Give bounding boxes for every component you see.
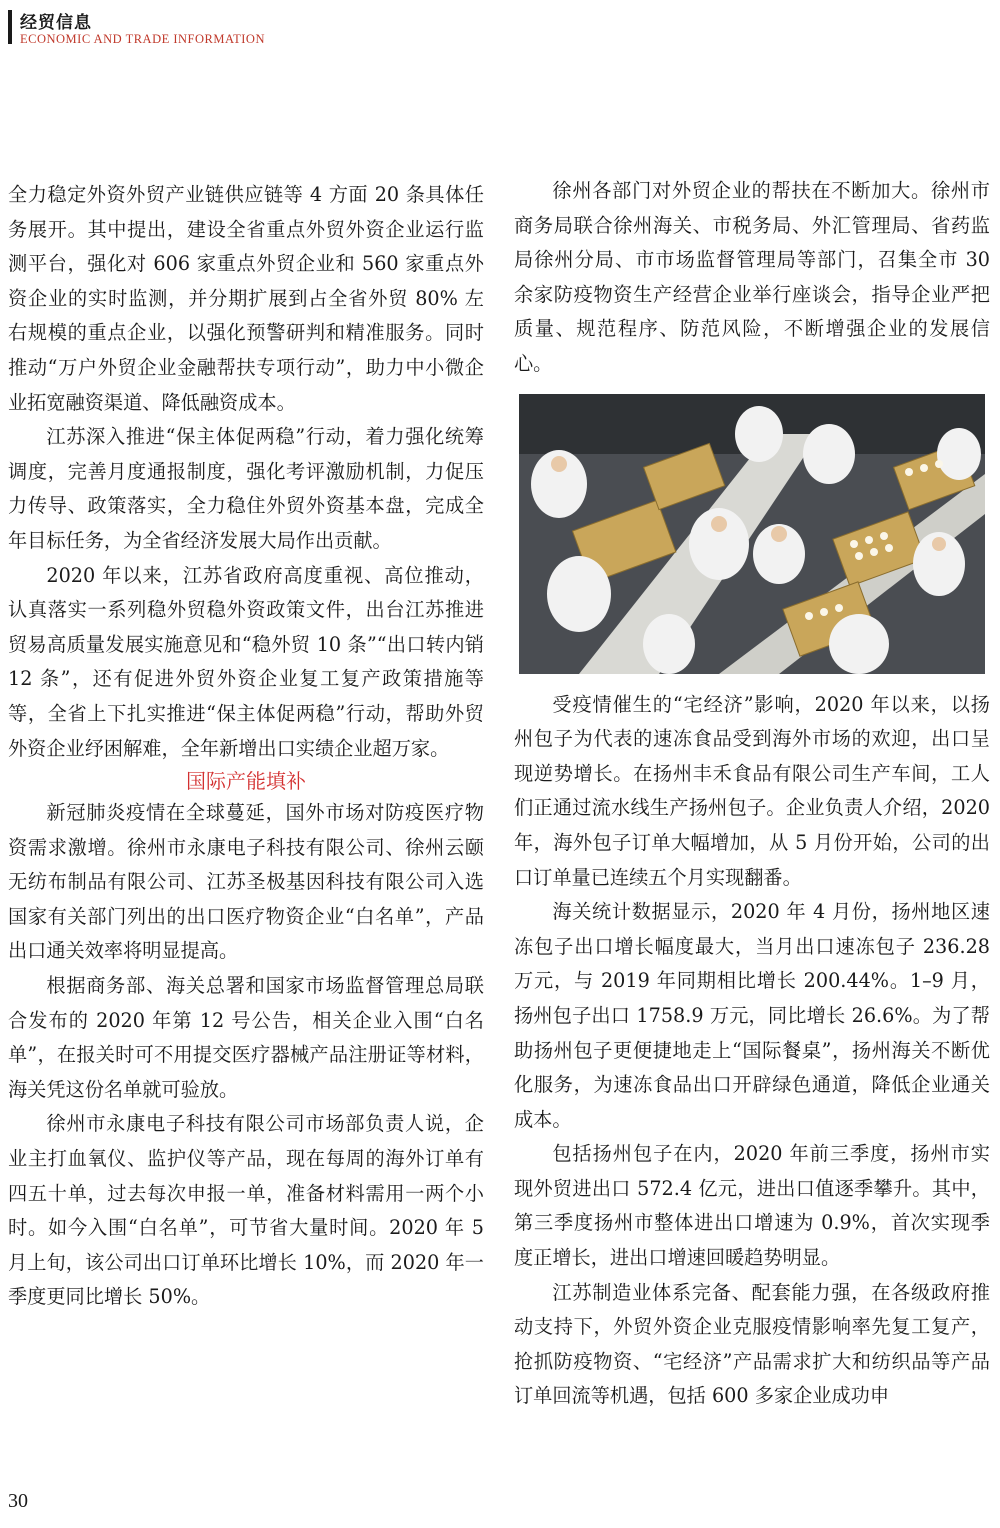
paragraph: 2020 年以来，江苏省政府高度重视、高位推动，认真落实一系列稳外贸稳外资政策文件，出台江苏推进贸易高质量发展实施意见和“稳外贸 10 条”“出口转内销 12 条”，还有促进外贸外资企业复工复产政策措施等等，全省上下扎实推进“保主体促两稳”行动，帮助外贸外资企业纾困解难，全年新增出口实绩企业超万家。 bbox=[8, 563, 484, 760]
paragraph: 全力稳定外资外贸产业链供应链等 4 方面 20 条具体任务展开。其中提出，建设全省重点外贸外资企业运行监测平台，强化对 606 家重点外贸企业和 560 家重点外资企业的实时监测，并分期扩展到占全省外贸 80% 左右规模的重点企业，以强化预警研判和精准服务。同时推动“万户外贸企业金融帮扶专项行动”，助力中小微企业拓宽融资渠道、降低融资成本。 bbox=[8, 183, 484, 414]
paragraph: 海关统计数据显示，2020 年 4 月份，扬州地区速冻包子出口增长幅度最大，当月出口速冻包子 236.28 万元，与 2019 年同期相比增长 200.44%。1–9 月，扬州包子出口 1758.9 万元，同比增长 26.6%。为了帮助扬州包子更便捷地走上“国际餐桌”，扬州海关不断优化服务，为速冻食品出口开辟绿色通道，降低企业通关成本。 bbox=[514, 900, 990, 1131]
paragraph: 新冠肺炎疫情在全球蔓延，国外市场对防疫医疗物资需求激增。徐州市永康电子科技有限公司、徐州云颐无纺布制品有限公司、江苏圣极基因科技有限公司入选国家有关部门列出的出口医疗物资企业“白名单”，产品出口通关效率将明显提高。 bbox=[8, 801, 484, 963]
page-number: 30 bbox=[8, 1490, 28, 1512]
header-subtitle: ECONOMIC AND TRADE INFORMATION bbox=[20, 32, 265, 46]
header-bar bbox=[8, 10, 12, 44]
right-column bbox=[514, 174, 990, 1414]
section-heading: 国际产能填补 bbox=[186, 769, 306, 794]
paragraph: 江苏制造业体系完备、配套能力强，在各级政府推动支持下，外贸外资企业克服疫情影响率先复工复产，抢抓防疫物资、“宅经济”产品需求扩大和纺织品等产品订单回流等机遇，包括 600 多家企业成功申 bbox=[514, 1280, 990, 1408]
factory-photo bbox=[519, 394, 985, 674]
paragraph: 江苏深入推进“保主体促两稳”行动，着力强化统筹调度，完善月度通报制度，强化考评激励机制，力促压力传导、政策落实，全力稳住外贸外资基本盘，完成全年目标任务，为全省经济发展大局作出贡献。 bbox=[8, 425, 484, 552]
left-column bbox=[8, 178, 484, 1315]
header-title: 经贸信息 bbox=[20, 13, 92, 33]
paragraph: 包括扬州包子在内，2020 年前三季度，扬州市实现外贸进出口 572.4 亿元，进出口值逐季攀升。其中，第三季度扬州市整体进出口增速为 0.9%，首次实现季度正增长，进出口增速回暖趋势明显。 bbox=[514, 1142, 990, 1270]
paragraph: 徐州市永康电子科技有限公司市场部负责人说，企业主打血氧仪、监护仪等产品，现在每周的海外订单有四五十单，过去每次申报一单，准备材料需用一两个小时。如今入围“白名单”，可节省大量时间。2020 年 5 月上旬，该公司出口订单环比增长 10%，而 2020 年一季度更同比增长 50%。 bbox=[8, 1112, 484, 1309]
paragraph: 根据商务部、海关总署和国家市场监督管理总局联合发布的 2020 年第 12 号公告，相关企业入围“白名单”，在报关时可不用提交医疗器械产品注册证等材料，海关凭这份名单就可验放。 bbox=[8, 974, 484, 1101]
paragraph: 受疫情催生的“宅经济”影响，2020 年以来，以扬州包子为代表的速冻食品受到海外市场的欢迎，出口呈现逆势增长。在扬州丰禾食品有限公司生产车间，工人们正通过流水线生产扬州包子。企业负责人介绍，2020 年，海外包子订单大幅增加，从 5 月份开始，公司的出口订单量已连续五个月实现翻番。 bbox=[514, 692, 990, 889]
paragraph: 徐州各部门对外贸企业的帮扶在不断加大。徐州市商务局联合徐州海关、市税务局、外汇管理局、省药监局徐州分局、市市场监督管理局等部门，召集全市 30 余家防疫物资生产经营企业举行座谈会，指导企业严把质量、规范程序、防范风险，不断增强企业的发展信心。 bbox=[514, 179, 990, 375]
